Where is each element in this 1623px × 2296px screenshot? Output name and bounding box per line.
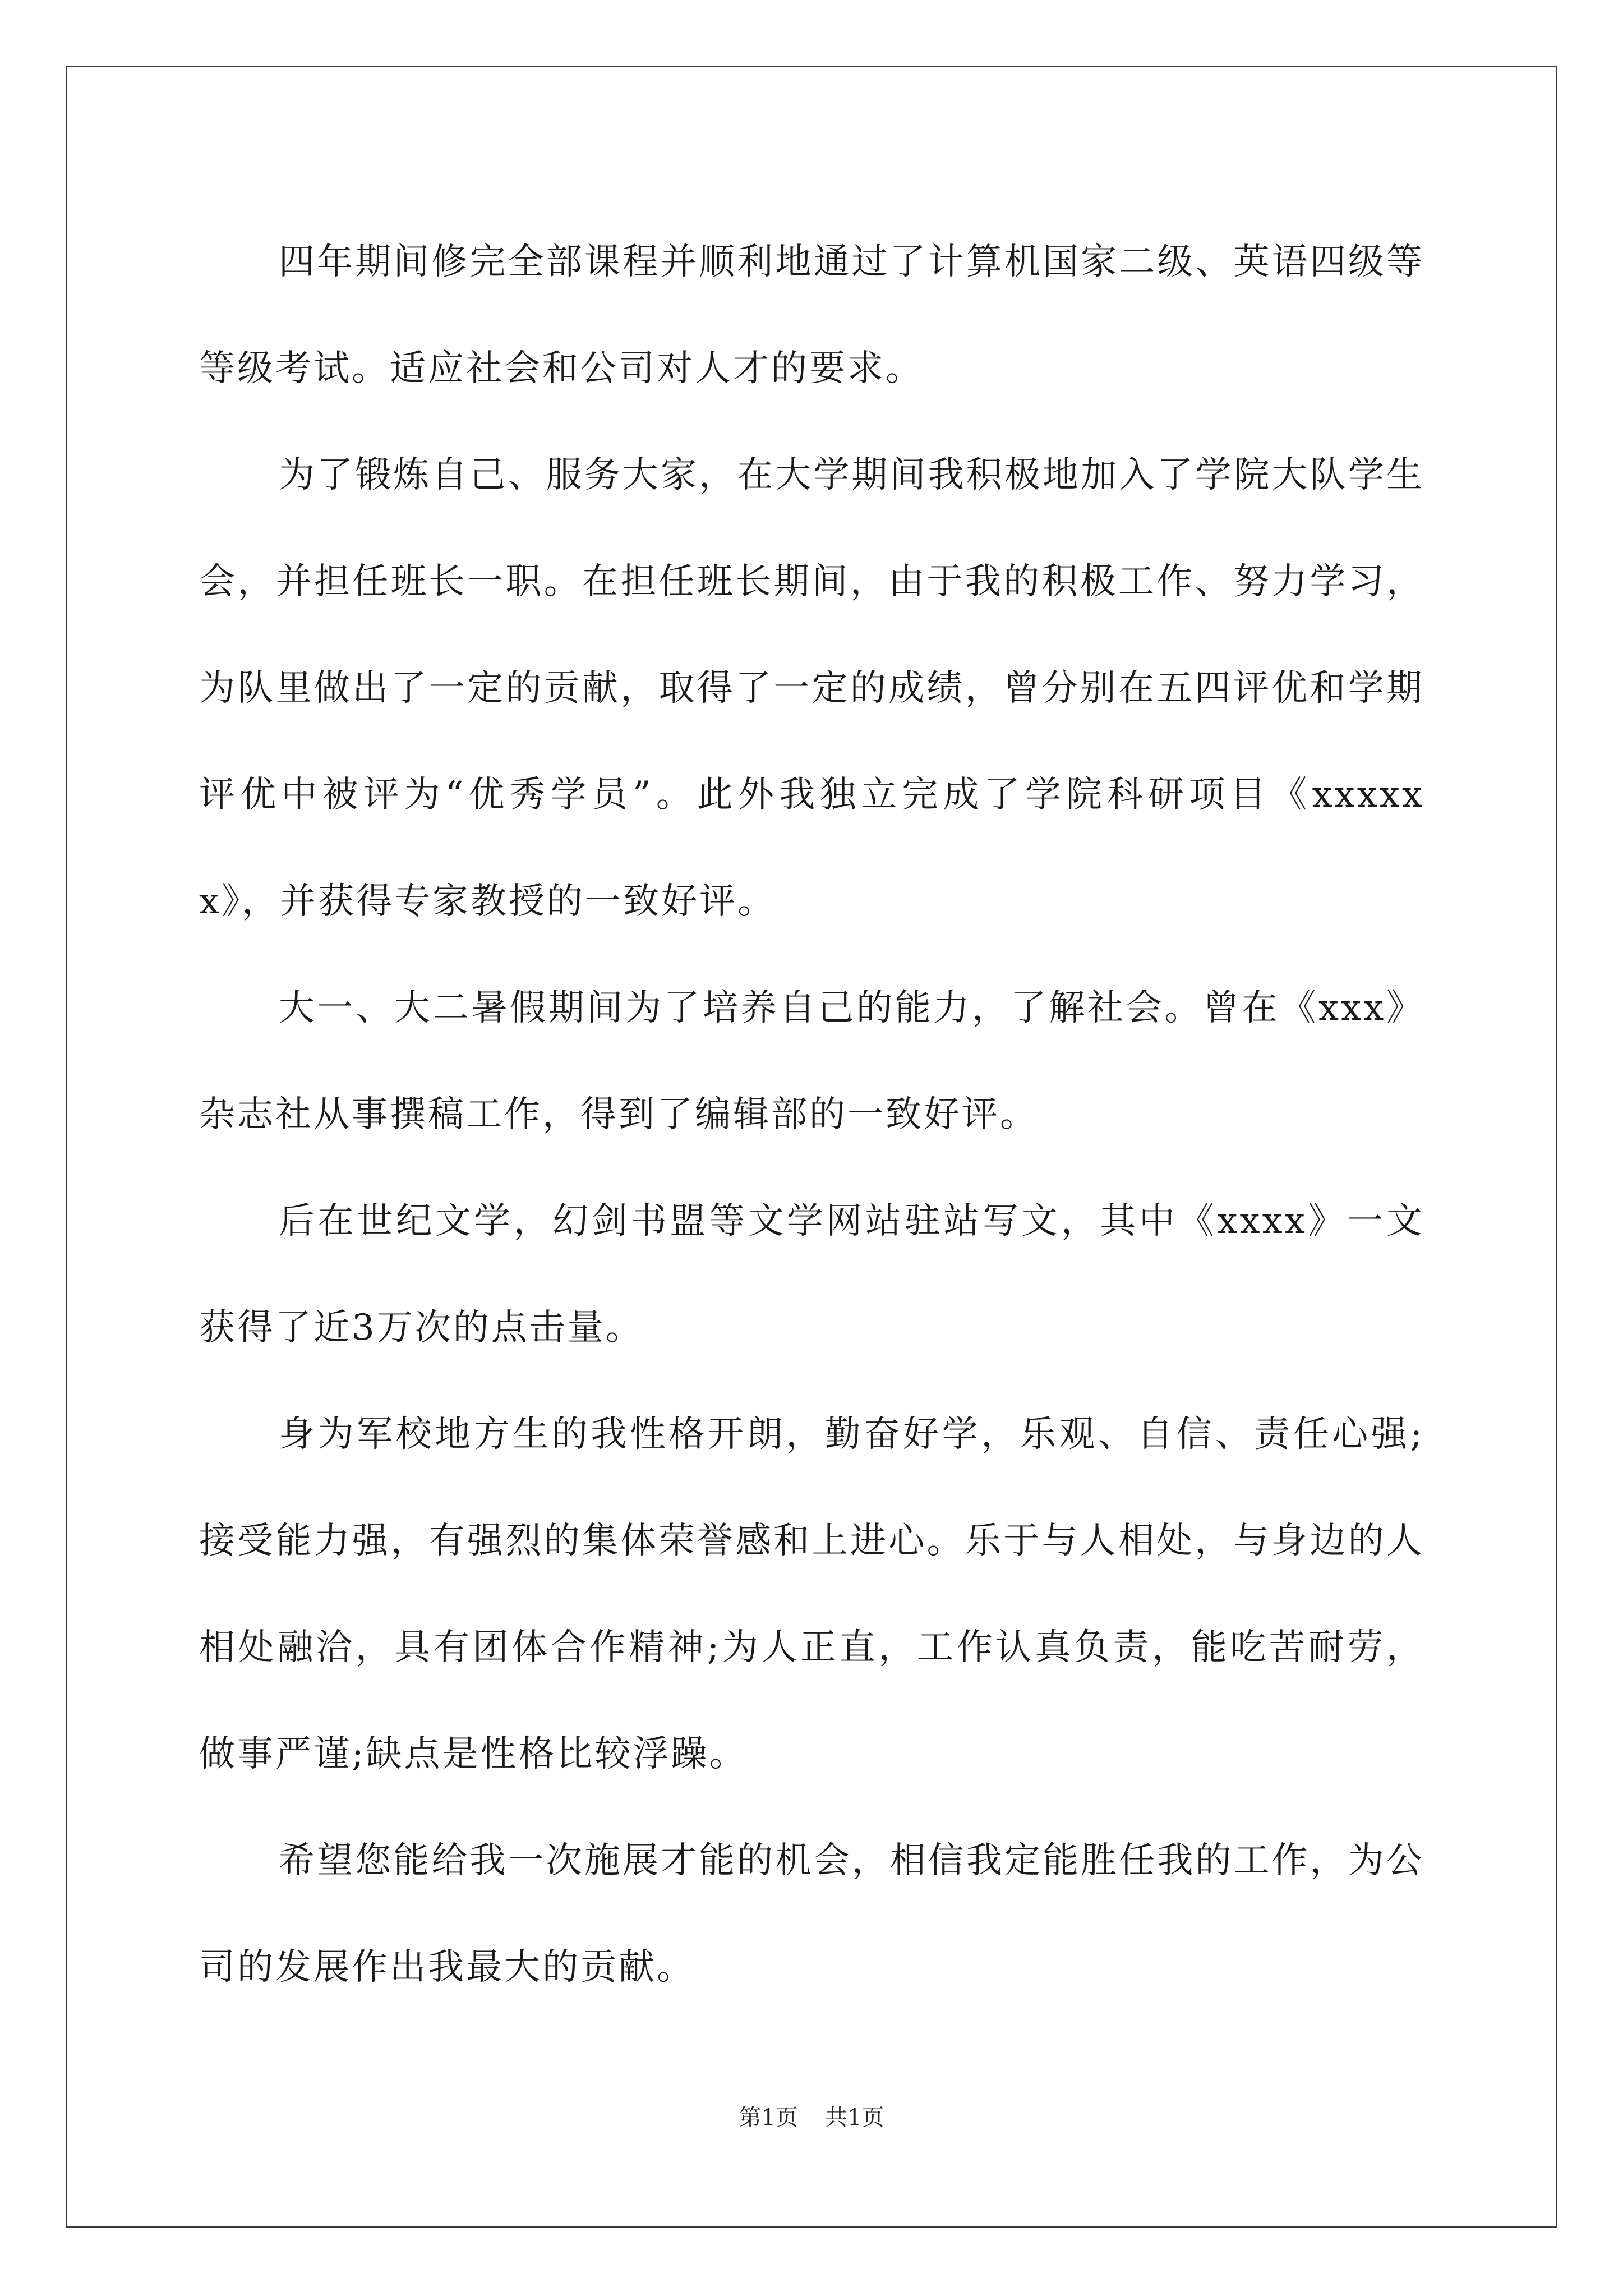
paragraph: 为了锻炼自己、服务大家，在大学期间我积极地加入了学院大队学生会，并担任班长一职。在担任班长期间，由于我的积极工作、努力学习，为队里做出了一定的贡献，取得了一定的成绩，曾分别在五四评优和学期评优中被评为“优秀学员”。此外我独立完成了学院科研项目《xxxxxx》，并获得专家教授的一致好评。 [199,454,1424,922]
page-footer [0,2101,1623,2134]
paragraph: 四年期间修完全部课程并顺利地通过了计算机国家二级、英语四级等等级考试。适应社会和公司对人才的要求。 [199,241,1424,389]
paragraph: 大一、大二暑假期间为了培养自己的能力，了解社会。曾在《xxx》杂志社从事撰稿工作，得到了编辑部的一致好评。 [199,987,1424,1135]
page-number: 第1页 [739,2105,798,2131]
paragraph: 后在世纪文学，幻剑书盟等文学网站驻站写文，其中《xxxx》一文获得了近3万次的点击量。 [199,1200,1424,1349]
paragraph: 身为军校地方生的我性格开朗，勤奋好学，乐观、自信、责任心强;接受能力强，有强烈的集体荣誉感和上进心。乐于与人相处，与身边的人相处融洽，具有团体合作精神;为人正直，工作认真负责，能吃苦耐劳，做事严谨;缺点是性格比较浮躁。 [199,1414,1424,1775]
paragraph: 希望您能给我一次施展才能的机会，相信我定能胜任我的工作，为公司的发展作出我最大的贡献。 [199,1840,1424,1988]
page-total: 共1页 [825,2105,884,2131]
document-body [199,209,1424,2021]
